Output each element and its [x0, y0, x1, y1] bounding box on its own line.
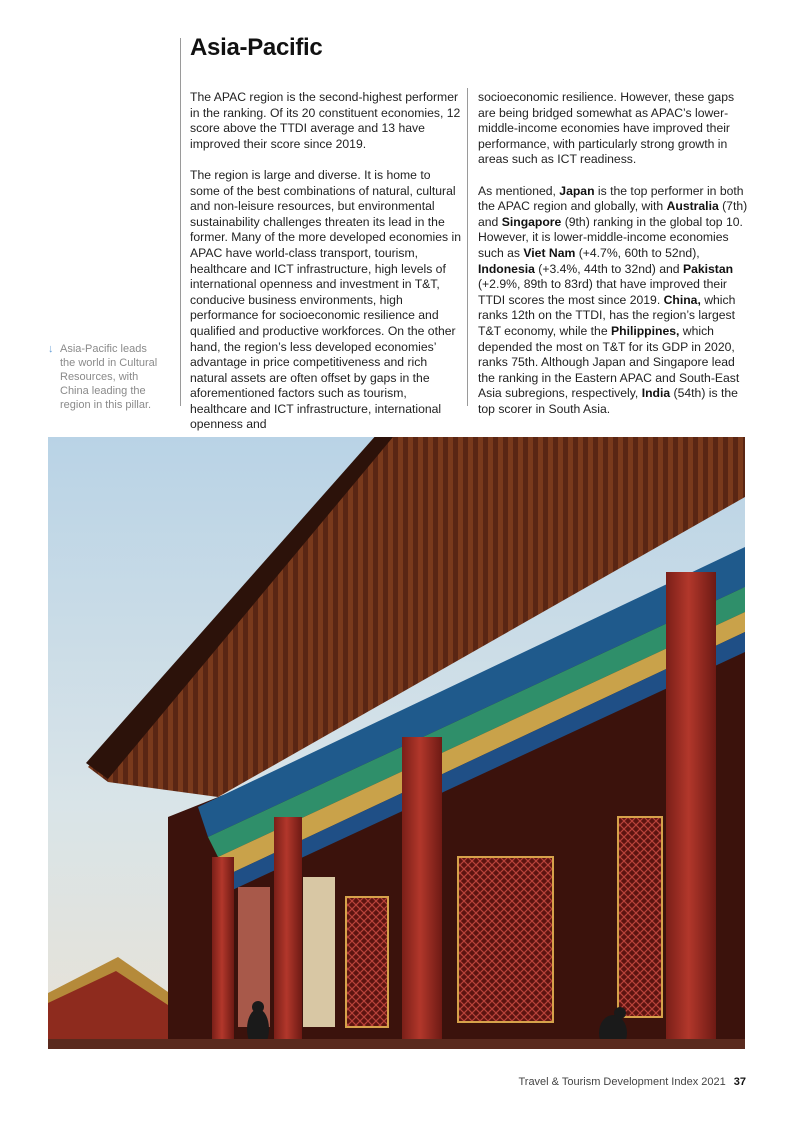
page-title: Asia-Pacific	[190, 34, 323, 61]
temple-photo	[48, 437, 745, 1049]
paragraph: As mentioned, Japan is the top performer in both the APAC region and globally, with Australia (7th) and Singapore (9th) ranking in the global top 10. However, it is lower-middle-income economies such as Viet Nam (+4.7%, 60th to 52nd), Indonesia (+3.4%, 44th to 32nd) and Pakistan (+2.9%, 89th to 83rd) that have improved their TTDI scores the most since 2019. China, which ranks 12th on the TTDI, has the region’s largest T&T economy, while the Philippines, which depended the most on T&T for its GDP in 2020, ranks 75th. Although Japan and Singapore lead the ranking in the Eastern APAC and South-East Asia subregions, respectively, India (54th) is the top scorer in South Asia.	[478, 183, 748, 416]
publication-title: Travel & Tourism Development Index 2021	[518, 1076, 726, 1088]
country-philippines: Philippines,	[611, 323, 680, 338]
country-viet-nam: Viet Nam	[523, 245, 576, 260]
paragraph: socioeconomic resilience. However, these gaps are being bridged somewhat as APAC’s lower-middle-income economies have improved their performance, with particularly strong growth in areas such as ICT readiness.	[478, 90, 735, 167]
arrow-down-icon: ↓	[48, 343, 54, 355]
column-divider-middle	[467, 88, 468, 406]
country-japan: Japan	[559, 183, 595, 198]
page-footer	[518, 1076, 746, 1088]
page-number: 37	[733, 1076, 746, 1088]
country-china: China,	[663, 292, 701, 307]
text-column-2	[478, 90, 750, 433]
paragraph: The APAC region is the second-highest performer in the ranking. Of its 20 constituent economies, 12 score above the TTDI average and 13 have improved their score since 2019.	[190, 90, 461, 151]
country-indonesia: Indonesia	[478, 261, 535, 276]
paragraph: The region is large and diverse. It is home to some of the best combinations of natural, cultural and non-leisure resources, but environmental sustainability challenges threaten its lead in the former. Many of the more developed economies in APAC have world-class transport, tourism, healthcare and ICT infrastructure, high levels of international openness and investment in T&T, conducive business environments, high performance for socioeconomic resilience and qualified and productive workforces. On the other hand, the region’s less developed economies’ advantage in price competitiveness and rich natural assets are often offset by gaps in the aforementioned factors such as tourism, healthcare and ICT infrastructure, international openness and	[190, 167, 461, 432]
country-india: India	[641, 386, 671, 401]
country-pakistan: Pakistan	[682, 261, 734, 276]
text-column-1	[190, 90, 462, 449]
country-singapore: Singapore	[501, 214, 562, 229]
country-australia: Australia	[666, 199, 719, 214]
sidenote-text: Asia-Pacific leads the world in Cultural Resources, with China leading the region in this pillar.	[60, 343, 158, 411]
column-divider-left	[180, 88, 181, 406]
sidenote	[48, 342, 160, 412]
